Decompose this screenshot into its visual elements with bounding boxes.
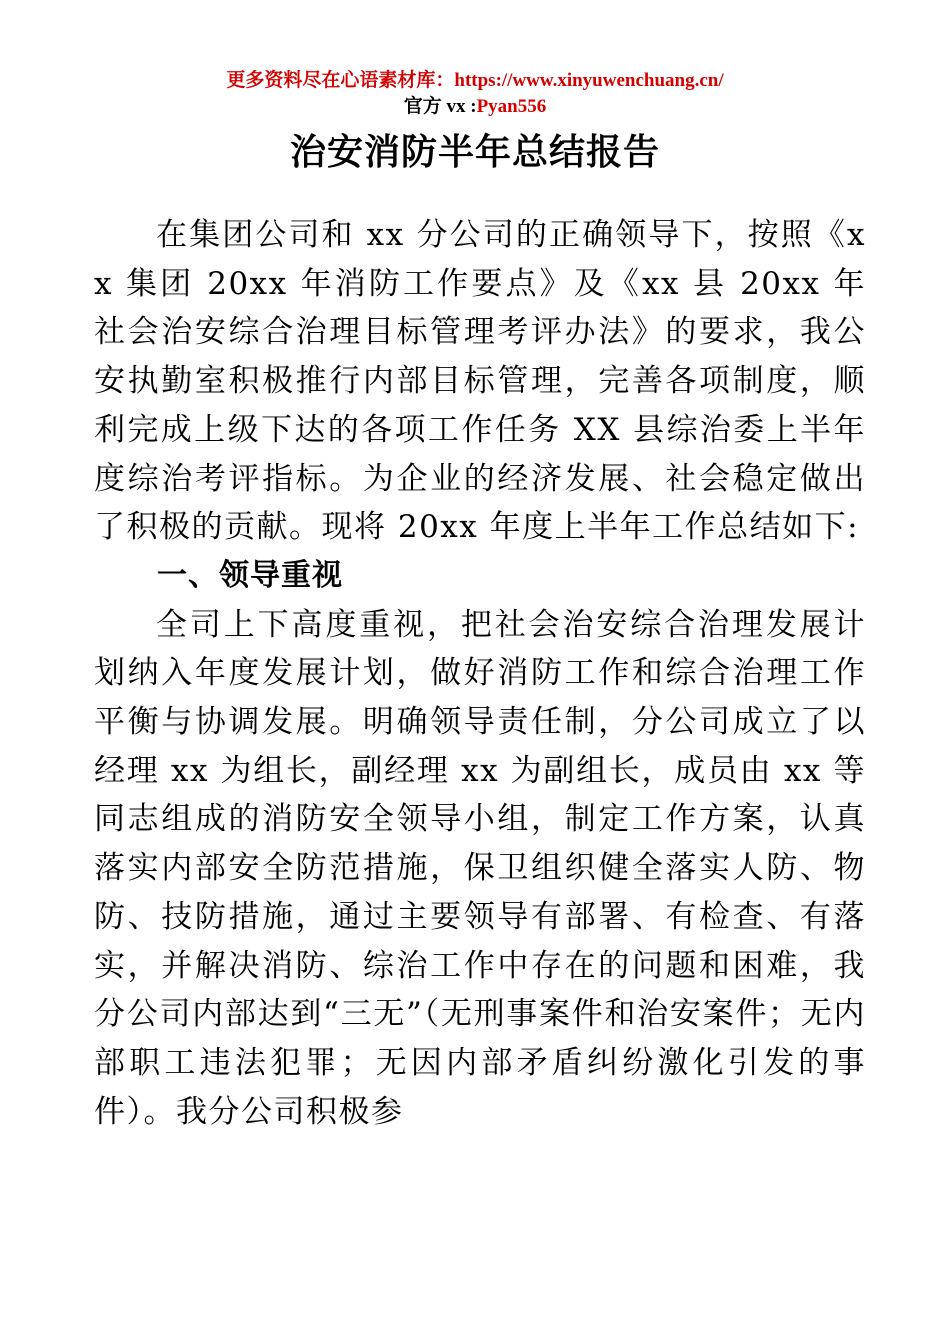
section-heading-leadership: 一、领导重视	[157, 557, 343, 593]
promo-url-link[interactable]: https://www.xinyuwenchuang.cn/	[454, 70, 724, 91]
promo-text: 更多资料尽在心语素材库：	[226, 70, 455, 91]
promo-line	[0, 68, 950, 94]
section-paragraph-leadership: 全司上下高度重视，把社会治安综合治理发展计划纳入年度发展计划，做好消防工作和综合治理工作平衡与协调发展。明确领导责任制，分公司成立了以经理 xx 为组长，副经理 xx 为副组长，成员由 xx 等同志组成的消防安全领导小组，制定工作方案，认真落实内部安全防范措施，保卫组织健全落实人防、物防、技防措施，通过主要领导有部署、有检查、有落实，并解决消防、综治工作中存在的问题和困难，我分公司内部达到“三无”（无刑事案件和治安案件；无内部职工违法犯罪；无因内部矛盾纠纷激化引发的事件）。我分公司积极参	[94, 606, 866, 1130]
document-body	[94, 211, 866, 1136]
intro-paragraph: 在集团公司和 xx 分公司的正确领导下，按照《xx 集团 20xx 年消防工作要点》及《xx 县 20xx 年社会治安综合治理目标管理考评办法》的要求，我公安执勤室积极推行内部目标管理，完善各项制度，顺利完成上级下达的各项工作任务 XX 县综治委上半年度综治考评指标。为企业的经济发展、社会稳定做出了积极的贡献。现将 20xx 年度上半年工作总结如下:	[94, 217, 866, 546]
contact-label: 官方 vx :	[403, 96, 477, 117]
watermark-header	[0, 68, 950, 120]
page-title: 治安消防半年总结报告	[289, 132, 660, 173]
contact-line	[0, 94, 950, 120]
contact-id: Pyan556	[476, 96, 547, 117]
